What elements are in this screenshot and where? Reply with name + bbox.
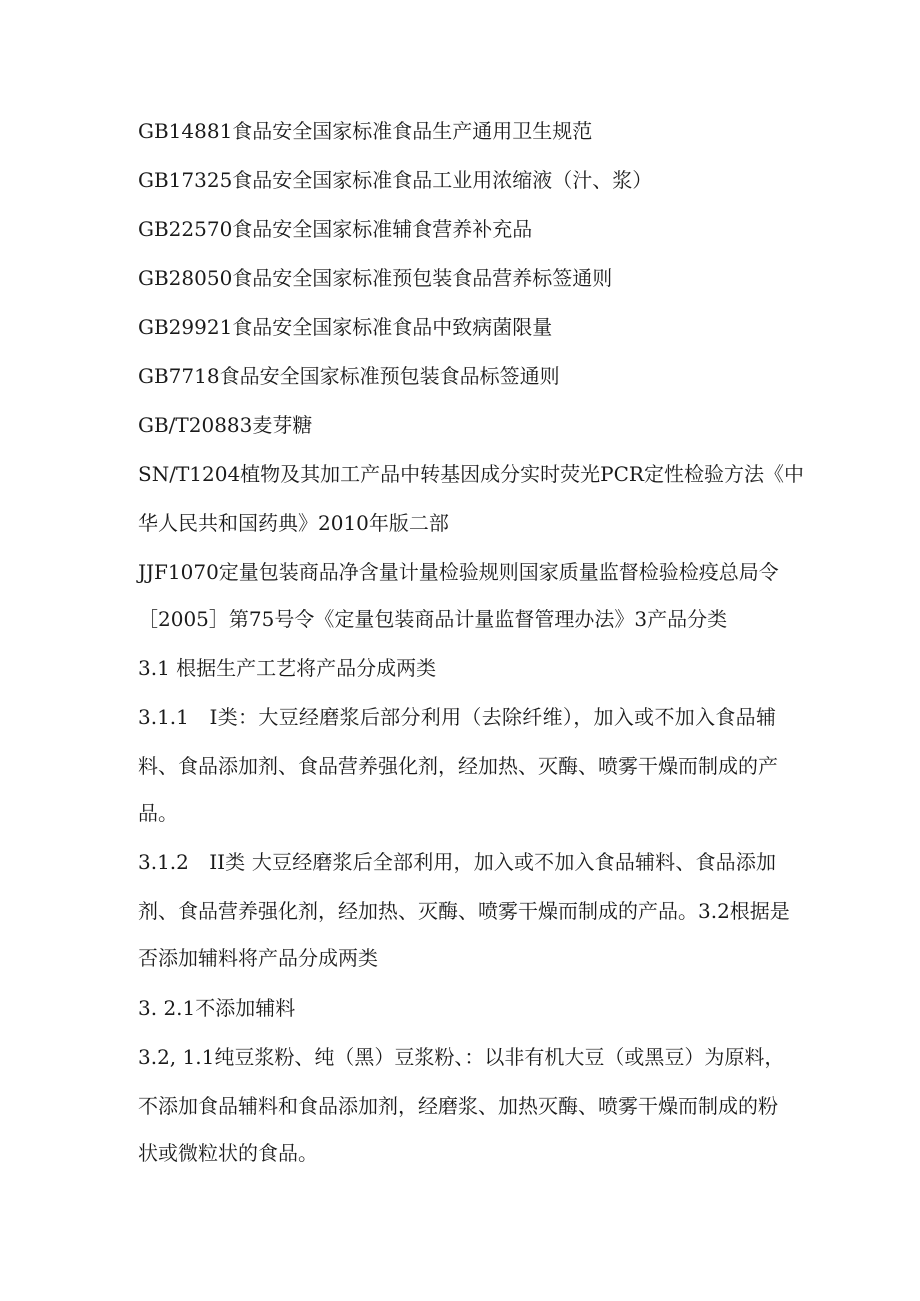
section-3-2-1-1-line-3: 状或微粒状的食品。 (138, 1141, 318, 1165)
standard-snt1204-line-1: SN/T1204植物及其加工产品中转基因成分实时荧光PCR定性检验方法《中 (138, 462, 804, 486)
standard-gb17325: GB17325食品安全国家标准食品工业用浓缩液（汁、浆） (138, 168, 653, 192)
section-3-1-1-line-2: 料、食品添加剂、食品营养强化剂，经加热、灭酶、喷雾干燥而制成的产 (138, 754, 778, 778)
section-3-1-1-line-1: 3.1.1 I类：大豆经磨浆后部分利用（去除纤维），加入或不加入食品辅 (138, 705, 776, 729)
section-3-1-2-line-1: 3.1.2 II类 大豆经磨浆后全部利用，加入或不加入食品辅料、食品添加 (138, 850, 776, 874)
standard-gb28050: GB28050食品安全国家标准预包装食品营养标签通则 (138, 266, 613, 290)
standard-jjf1070-line-2: ［2005］第75号令《定量包装商品计量监督管理办法》3产品分类 (138, 607, 728, 631)
section-3-1-heading: 3.1 根据生产工艺将产品分成两类 (138, 656, 437, 680)
standard-jjf1070-line-1: JJF1070定量包装商品净含量计量检验规则国家质量监督检验检疫总局令 (138, 560, 779, 584)
section-3-2-1-1-line-2: 不添加食品辅料和食品添加剂，经磨浆、加热灭酶、喷雾干燥而制成的粉 (138, 1094, 778, 1118)
section-3-1-2-line-2: 剂、食品营养强化剂，经加热、灭酶、喷雾干燥而制成的产品。3.2根据是 (138, 899, 790, 923)
section-3-2-1-heading: 3. 2.1不添加辅料 (138, 996, 296, 1020)
standard-gb29921: GB29921食品安全国家标准食品中致病菌限量 (138, 315, 553, 339)
standard-gbt20883: GB/T20883麦芽糖 (138, 413, 313, 437)
standard-gb14881: GB14881食品安全国家标准食品生产通用卫生规范 (138, 119, 593, 143)
standard-gb7718: GB7718食品安全国家标准预包装食品标签通则 (138, 364, 560, 388)
standard-gb22570: GB22570食品安全国家标准辅食营养补充品 (138, 217, 533, 241)
standard-snt1204-line-2: 华人民共和国药典》2010年版二部 (138, 511, 449, 535)
section-3-1-2-line-3: 否添加辅料将产品分成两类 (138, 946, 378, 970)
section-3-2-1-1-line-1: 3.2, 1.1纯豆浆粉、纯（黑）豆浆粉、：以非有机大豆（或黑豆）为原料， (138, 1045, 785, 1069)
section-3-1-1-line-3: 品。 (138, 801, 178, 825)
